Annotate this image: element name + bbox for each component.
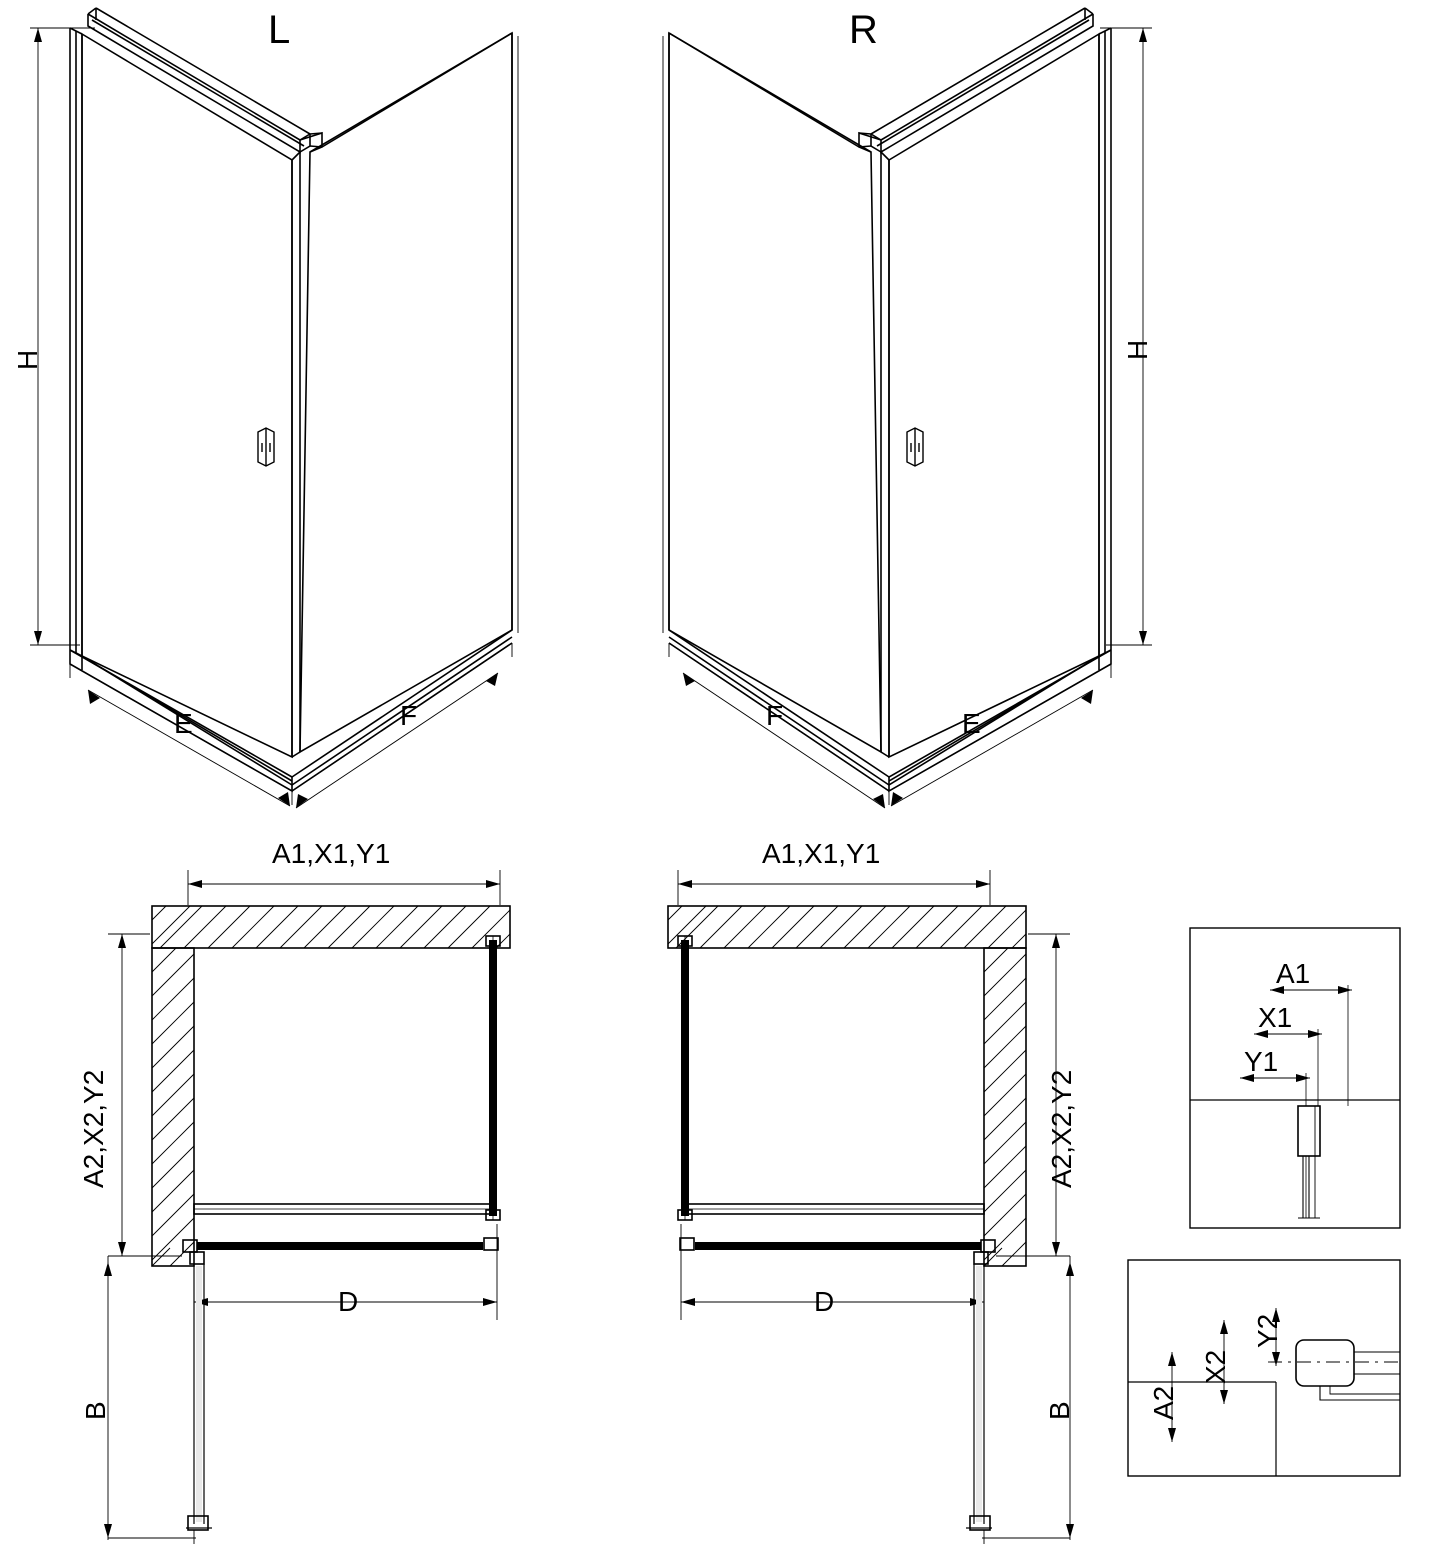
label-variant-left: L xyxy=(268,8,291,52)
label-iso-left-e: E xyxy=(174,708,193,739)
label-detail-y2: Y2 xyxy=(1252,1313,1283,1348)
label-plan-left-door-dim: B xyxy=(80,1401,111,1420)
detail-bottom xyxy=(1128,1260,1400,1476)
label-height-right: H xyxy=(1122,339,1153,360)
label-plan-right-side-dim: A2,X2,Y2 xyxy=(1046,1069,1077,1188)
plan-view-left xyxy=(104,870,510,1544)
label-detail-a1: A1 xyxy=(1276,958,1311,989)
label-iso-right-e: E xyxy=(962,708,981,739)
label-variant-right: R xyxy=(849,8,878,52)
label-plan-right-top-dim: A1,X1,Y1 xyxy=(762,838,881,869)
label-detail-y1: Y1 xyxy=(1244,1046,1279,1077)
label-plan-left-top-dim: A1,X1,Y1 xyxy=(272,838,391,869)
label-detail-x1: X1 xyxy=(1258,1002,1293,1033)
label-plan-right-inner-dim: D xyxy=(814,1286,835,1317)
label-iso-left-f: F xyxy=(400,700,418,731)
label-plan-left-inner-dim: D xyxy=(338,1286,359,1317)
label-plan-left-side-dim: A2,X2,Y2 xyxy=(78,1069,109,1188)
iso-view-right xyxy=(663,8,1152,808)
label-height-left: H xyxy=(12,349,43,370)
plan-view-right xyxy=(668,870,1074,1544)
label-detail-a2: A2 xyxy=(1148,1385,1179,1420)
label-detail-x2: X2 xyxy=(1200,1349,1231,1384)
iso-view-left xyxy=(30,8,518,808)
label-iso-right-f: F xyxy=(766,700,784,731)
label-plan-right-door-dim: B xyxy=(1044,1401,1075,1420)
